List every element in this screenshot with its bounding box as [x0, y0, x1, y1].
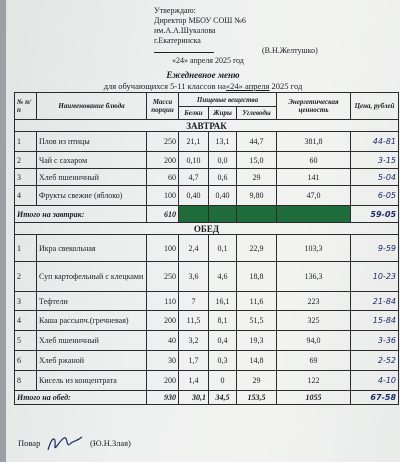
- cell-dish: Фрукты свежие (яблоко): [37, 186, 147, 206]
- cell-protein: 0,40: [179, 186, 209, 206]
- lunch-row: [15, 331, 399, 351]
- lunch-row: [15, 235, 399, 262]
- cell-num: 5: [15, 331, 37, 351]
- cell-carbs: 19,3: [237, 331, 277, 351]
- cell-num: 3: [15, 292, 37, 311]
- cell-fat: 0,40: [209, 186, 237, 206]
- cell-price: 5-04: [351, 169, 399, 186]
- cell-energy: 141: [277, 169, 351, 186]
- lunch-total-row: [15, 391, 399, 405]
- cell-mass: 100: [147, 235, 179, 262]
- cell-mass: 250: [147, 132, 179, 152]
- breakfast-total-label: Итого на завтрак:: [15, 206, 147, 223]
- lunch-total-carbs: 153,5: [237, 391, 277, 405]
- cell-carbs: 9,80: [237, 186, 277, 206]
- approval-city: г.Екатеринска: [154, 36, 201, 45]
- cell-mass: 40: [147, 331, 179, 351]
- cell-mass: 200: [147, 152, 179, 169]
- lunch-row: [15, 351, 399, 371]
- cell-dish: Чай с сахаром: [37, 152, 147, 169]
- breakfast-row: [15, 132, 399, 152]
- cell-price: 6-05: [351, 186, 399, 206]
- cell-fat: 0,4: [209, 331, 237, 351]
- cell-carbs: 44,7: [237, 132, 277, 152]
- menu-title: Ежедневное меню: [166, 70, 240, 80]
- cell-protein: 2,4: [179, 235, 209, 262]
- cell-fat: 0,0: [209, 152, 237, 169]
- lunch-heading: ОБЕД: [15, 223, 399, 235]
- menu-sheet: [6, 0, 400, 462]
- cell-dish: Хлеб ржаной: [37, 351, 147, 371]
- cell-num: 4: [15, 186, 37, 206]
- cell-price: 2-52: [351, 351, 399, 371]
- subtitle-year: 2025 год: [271, 81, 303, 91]
- cell-num: 4: [15, 311, 37, 331]
- cell-energy: 122: [277, 371, 351, 391]
- col-energy: Энергетическая ценность: [277, 93, 351, 120]
- cell-energy: 47,0: [277, 186, 351, 206]
- cell-carbs: 14,8: [237, 351, 277, 371]
- cell-price: 44-81: [351, 132, 399, 152]
- cell-energy: 136,3: [277, 262, 351, 292]
- lunch-total-mass: 930: [147, 391, 179, 405]
- cell-fat: 0,6: [209, 169, 237, 186]
- breakfast-row: [15, 152, 399, 169]
- cook-name: (Ю.Н.Злая): [90, 438, 131, 448]
- breakfast-rows: [15, 132, 399, 206]
- col-price: Цена, рублей: [351, 93, 399, 120]
- lunch-rows: [15, 235, 399, 391]
- cell-num: 3: [15, 169, 37, 186]
- approval-heading: Утверждаю:: [154, 6, 196, 15]
- breakfast-total-price: 59-05: [351, 206, 399, 223]
- approval-school-name: им.А.А.Шукалова: [154, 26, 216, 35]
- cell-carbs: 18,8: [237, 262, 277, 292]
- cell-mass: 30: [147, 351, 179, 371]
- cell-energy: 325: [277, 311, 351, 331]
- lunch-row: [15, 292, 399, 311]
- cell-carbs: 29: [237, 371, 277, 391]
- cell-dish: Каша рассыпч.(гречневая): [37, 311, 147, 331]
- col-carbs: Углеводы: [237, 107, 277, 120]
- cell-price: 3-15: [351, 152, 399, 169]
- cell-protein: 3,6: [179, 262, 209, 292]
- cell-energy: 381,8: [277, 132, 351, 152]
- approval-signature-line: [154, 46, 324, 56]
- cell-dish: Кисель из концентрата: [37, 371, 147, 391]
- cell-carbs: 51,5: [237, 311, 277, 331]
- cell-mass: 200: [147, 371, 179, 391]
- cell-price: 3-36: [351, 331, 399, 351]
- approval-signer: (В.Н.Желтушко): [262, 46, 318, 55]
- cell-num: 8: [15, 371, 37, 391]
- approval-block: [154, 6, 324, 66]
- cell-dish: Суп картофельный с клецками: [37, 262, 147, 292]
- breakfast-total-mass: 610: [147, 206, 179, 223]
- highlight-cell: [209, 206, 237, 223]
- cell-protein: 1,4: [179, 371, 209, 391]
- highlight-cell: [179, 206, 209, 223]
- breakfast-row: [15, 186, 399, 206]
- signature-blank: [154, 52, 214, 53]
- lunch-row: [15, 262, 399, 292]
- lunch-total-fat: 34,5: [209, 391, 237, 405]
- cell-protein: 11,5: [179, 311, 209, 331]
- col-fat: Жиры: [209, 107, 237, 120]
- subtitle-date: «24» апреля: [225, 81, 270, 91]
- cell-price: 21-84: [351, 292, 399, 311]
- cell-energy: 69: [277, 351, 351, 371]
- cell-num: 6: [15, 351, 37, 371]
- cell-fat: 0: [209, 371, 237, 391]
- cook-signature: [46, 432, 84, 454]
- cell-fat: 13,1: [209, 132, 237, 152]
- cell-carbs: 11,6: [237, 292, 277, 311]
- cell-energy: 223: [277, 292, 351, 311]
- cell-mass: 100: [147, 186, 179, 206]
- cell-carbs: 15,0: [237, 152, 277, 169]
- cell-mass: 250: [147, 262, 179, 292]
- cell-dish: Хлеб пшеничный: [37, 169, 147, 186]
- lunch-total-protein: 30,1: [179, 391, 209, 405]
- breakfast-total-row: [15, 206, 399, 223]
- col-num: № п/п: [15, 93, 37, 120]
- cell-dish: Хлеб пшеничный: [37, 331, 147, 351]
- cell-fat: 8,1: [209, 311, 237, 331]
- cell-fat: 16,1: [209, 292, 237, 311]
- subtitle-prefix: для обучающихся 5-11 классов на: [103, 81, 226, 91]
- highlight-cell: [237, 206, 277, 223]
- cell-dish: Икра свекольная: [37, 235, 147, 262]
- cell-mass: 60: [147, 169, 179, 186]
- cell-price: 9-59: [351, 235, 399, 262]
- menu-subtitle: [6, 81, 400, 91]
- cell-mass: 110: [147, 292, 179, 311]
- cell-price: 10-23: [351, 262, 399, 292]
- cell-num: 2: [15, 262, 37, 292]
- cell-protein: 21,1: [179, 132, 209, 152]
- menu-table: [14, 92, 399, 405]
- cell-fat: 4,6: [209, 262, 237, 292]
- cell-protein: 4,7: [179, 169, 209, 186]
- cell-fat: 0,3: [209, 351, 237, 371]
- lunch-total-label: Итого на обед:: [15, 391, 147, 405]
- cell-dish: Тефтели: [37, 292, 147, 311]
- highlight-cell: [277, 206, 351, 223]
- col-name: Наименование блюда: [37, 93, 147, 120]
- cell-fat: 0,1: [209, 235, 237, 262]
- cell-energy: 103,3: [277, 235, 351, 262]
- breakfast-heading: ЗАВТРАК: [15, 120, 399, 132]
- lunch-row: [15, 371, 399, 391]
- cell-carbs: 22,9: [237, 235, 277, 262]
- cell-carbs: 29: [237, 169, 277, 186]
- cell-energy: 60: [277, 152, 351, 169]
- breakfast-row: [15, 169, 399, 186]
- approval-date: «24» апреля 2025 год: [172, 56, 244, 65]
- col-nutrients: Пищевые вещества: [179, 93, 277, 107]
- cell-energy: 94,0: [277, 331, 351, 351]
- cell-mass: 200: [147, 311, 179, 331]
- cell-num: 1: [15, 132, 37, 152]
- lunch-total-price: 67-58: [351, 391, 399, 405]
- col-mass: Масса порции: [147, 93, 179, 120]
- col-protein: Белки: [179, 107, 209, 120]
- cell-price: 4-10: [351, 371, 399, 391]
- cell-dish: Плов из птицы: [37, 132, 147, 152]
- cell-num: 2: [15, 152, 37, 169]
- cell-protein: 7: [179, 292, 209, 311]
- lunch-row: [15, 311, 399, 331]
- lunch-total-energy: 1055: [277, 391, 351, 405]
- cell-price: 15-84: [351, 311, 399, 331]
- cell-num: 1: [15, 235, 37, 262]
- cell-protein: 3,2: [179, 331, 209, 351]
- cell-protein: 0,10: [179, 152, 209, 169]
- cell-protein: 1,7: [179, 351, 209, 371]
- cook-label: Повар: [18, 438, 41, 448]
- approval-director: Директор МБОУ СОШ №6: [154, 16, 246, 25]
